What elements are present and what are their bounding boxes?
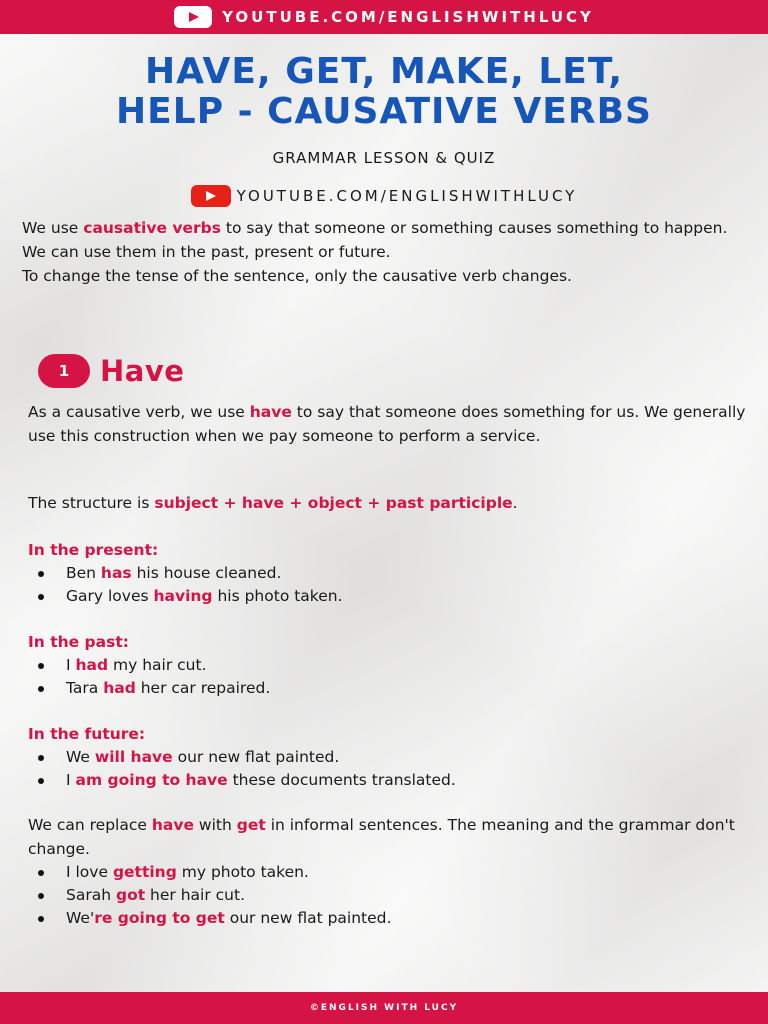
- highlight-causative-verbs: causative verbs: [83, 219, 221, 237]
- banner-url[interactable]: YOUTUBE.COM/ENGLISHWITHLUCY: [222, 8, 594, 26]
- intro-paragraph-1: We use causative verbs to say that someone or something causes something to happen. We can use them in the past, present or future.: [22, 219, 728, 261]
- list-item: We're going to get our new flat painted.: [28, 907, 748, 930]
- channel-link[interactable]: [0, 184, 768, 208]
- explanation-text: As a causative verb, we use have to say that someone does something for us. We generally use this construction when we pay someone to perform a service.: [28, 403, 746, 445]
- subtitle: GRAMMAR LESSON & QUIZ: [272, 149, 496, 167]
- present-block: [28, 538, 748, 608]
- list-item: I had my hair cut.: [28, 654, 748, 677]
- intro-paragraph-2: To change the tense of the sentence, only the causative verb changes.: [22, 267, 572, 285]
- replace-text: We can replace have with get in informal sentences. The meaning and the grammar don't change.: [28, 816, 735, 858]
- youtube-icon: [191, 185, 231, 207]
- list-item: Sarah got her hair cut.: [28, 884, 748, 907]
- channel-url[interactable]: YOUTUBE.COM/ENGLISHWITHLUCY: [236, 187, 578, 205]
- present-list: [28, 562, 748, 608]
- future-list: [28, 746, 748, 792]
- future-label: In the future:: [28, 725, 146, 743]
- footer-copyright: ©ENGLISH WITH LUCY: [309, 1003, 459, 1013]
- footer-banner: [0, 992, 768, 1024]
- section-header: [38, 353, 184, 389]
- page-title: [0, 52, 768, 132]
- youtube-icon: [174, 6, 212, 28]
- section-number-badge: 1: [38, 354, 90, 388]
- highlight-structure: subject + have + object + past participle: [154, 494, 513, 512]
- intro-text: [22, 216, 752, 288]
- replace-list: [28, 861, 748, 930]
- highlight-have: have: [249, 403, 292, 421]
- title-line-1: HAVE, GET, MAKE, LET,: [145, 51, 623, 92]
- present-label: In the present:: [28, 541, 159, 559]
- past-label: In the past:: [28, 633, 129, 651]
- structure-text: The structure is subject + have + object + past participle.: [28, 494, 518, 512]
- title-line-2: HELP - CAUSATIVE VERBS: [116, 91, 652, 132]
- list-item: I am going to have these documents translated.: [28, 769, 748, 792]
- list-item: Gary loves having his photo taken.: [28, 585, 748, 608]
- past-block: [28, 630, 748, 700]
- replace-block: [28, 813, 748, 930]
- list-item: Ben has his house cleaned.: [28, 562, 748, 585]
- past-list: [28, 654, 748, 700]
- top-banner: [0, 0, 768, 34]
- list-item: Tara had her car repaired.: [28, 677, 748, 700]
- future-block: [28, 722, 748, 792]
- list-item: We will have our new flat painted.: [28, 746, 748, 769]
- section-title: Have: [100, 354, 185, 388]
- list-item: I love getting my photo taken.: [28, 861, 748, 884]
